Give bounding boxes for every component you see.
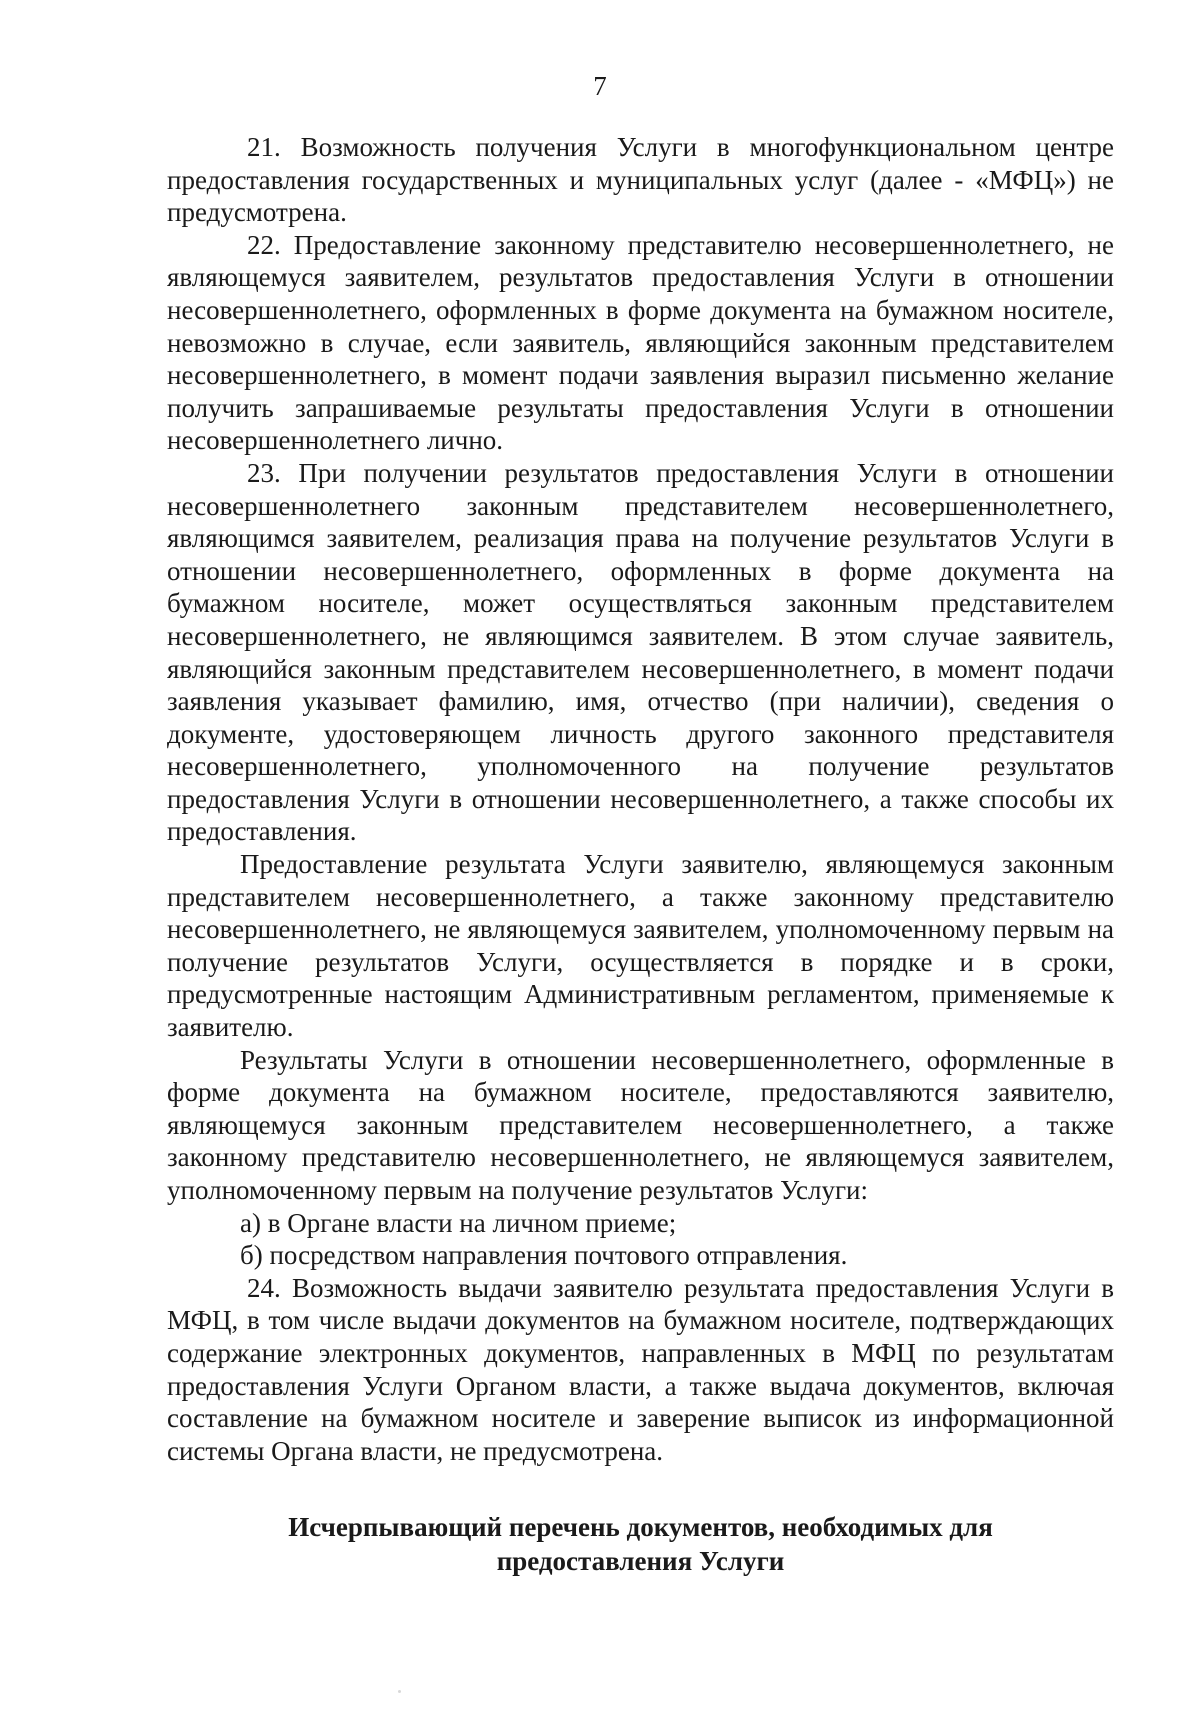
paragraph-21: 21. Возможность получения Услуги в многофункциональном центре предоставления государственных и муниципальных услуг (далее - «МФЦ») не предусмотрена.: [167, 132, 1114, 228]
paragraph-22: 22. Предоставление законному представителю несовершеннолетнего, не являющемуся заявителем, результатов предоставления Услуги в отношении несовершеннолетнего, оформленных в форме документа на бумажном носителе, невозможно в случае, если заявитель, являющийся законным представителем несовершеннолетнего, в момент подачи заявления выразил письменно желание получить запрашиваемые результаты предоставления Услуги в отношении несовершеннолетнего лично.: [167, 229, 1114, 456]
list-item-a: а) в Органе власти на личном приеме;: [240, 1207, 677, 1238]
paragraph-23: 23. При получении результатов предоставления Услуги в отношении несовершеннолетнего законным представителем несовершеннолетнего, являющимся заявителем, реализация права на получение результатов Услуги в отношении несовершеннолетнего, оформленных в форме документа на бумажном носителе, может осуществляться законным представителем несовершеннолетнего, не являющимся заявителем. В этом случае заявитель, являющийся законным представителем несовершеннолетнего, в момент подачи заявления указывает фамилию, имя, отчество (при наличии), сведения о документе, удостоверяющем личность другого законного представителя несовершеннолетнего, уполномоченного на получение результатов предоставления Услуги в отношении несовершеннолетнего, а также способы их предоставления.: [167, 457, 1114, 847]
section-heading-line-2: предоставления Услуги: [496, 1546, 785, 1576]
section-heading: [167, 1510, 1114, 1578]
scan-artifact: [398, 1690, 401, 1693]
paragraph-result-paper-form: Результаты Услуги в отношении несовершеннолетнего, оформленные в форме документа на бумажном носителе, предоставляются заявителю, являющемуся законным представителем несовершеннолетнего, а также законному представителю несовершеннолетнего, не являющемуся заявителем, уполномоченному первым на получение результатов Услуги:: [167, 1044, 1114, 1205]
paragraph-result-provision: Предоставление результата Услуги заявителю, являющемуся законным представителем несовершеннолетнего, а также законному представителю несовершеннолетнего, не являющемуся заявителем, уполномоченному первым на получение результатов Услуги, осуществляется в порядке и в сроки, предусмотренные настоящим Административным регламентом, применяемые к заявителю.: [167, 849, 1114, 1043]
paragraph-24: 24. Возможность выдачи заявителю результата предоставления Услуги в МФЦ, в том числе выдачи документов на бумажном носителе, подтверждающих содержание электронных документов, направленных в МФЦ по результатам предоставления Услуги Органом власти, а также выдача документов, включая составление на бумажном носителе и заверение выписок из информационной системы Органа власти, не предусмотрена.: [167, 1272, 1114, 1466]
section-heading-line-1: Исчерпывающий перечень документов, необходимых для: [288, 1512, 993, 1542]
page-number: 7: [593, 71, 607, 101]
list-item-b: б) посредством направления почтового отправления.: [240, 1240, 848, 1271]
document-body: [167, 131, 1114, 1467]
